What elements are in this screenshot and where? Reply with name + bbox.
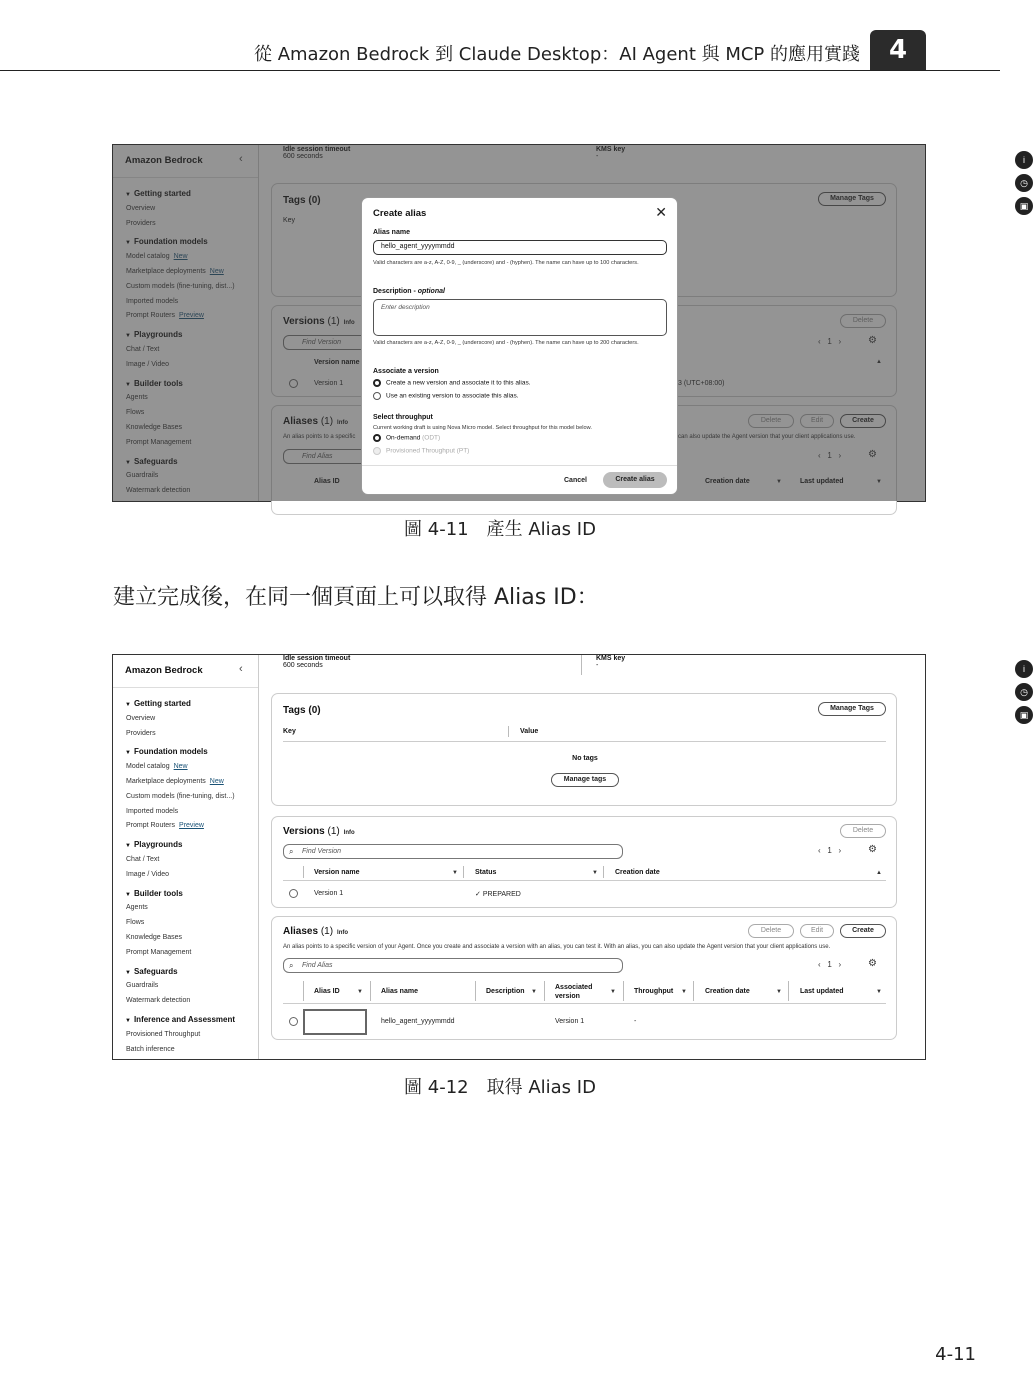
nav-item-overview[interactable]: Overview <box>126 714 156 722</box>
book-page-header <box>0 30 1000 72</box>
tags-col-key: Key <box>283 728 296 735</box>
new-badge: New <box>173 763 188 771</box>
check-circle-icon: ✓ <box>475 891 481 898</box>
body-paragraph: 建立完成後，在同一個頁面上可以取得 Alias ID： <box>113 585 599 610</box>
nav-item-chat-text[interactable]: Chat / Text <box>126 855 160 863</box>
associate-version-label: Associate a version <box>373 368 439 375</box>
description-hint: Valid characters are a-z, A-Z, 0-9, _ (underscore) and - (hyphen). The name can have up to 200 characters. <box>373 340 639 346</box>
aliases-col-id: Alias ID <box>314 988 340 995</box>
caret-down-icon: ▼ <box>125 750 131 757</box>
search-icon: ⌕ <box>289 847 294 856</box>
sort-icon[interactable]: ▼ <box>681 989 687 995</box>
nav-item-prompt-management[interactable]: Prompt Management <box>126 948 192 956</box>
nav-group-playgrounds[interactable]: ▼ Playgrounds <box>125 838 254 853</box>
sort-icon[interactable]: ▼ <box>876 989 882 995</box>
tags-col-value: Value <box>520 728 539 735</box>
caret-down-icon: ▼ <box>125 891 131 898</box>
caret-down-icon: ▼ <box>125 1017 131 1024</box>
nav-item-image-video[interactable]: Image / Video <box>126 870 170 878</box>
nav-item-custom-models[interactable]: Custom models (fine-tuning, dist...) <box>126 792 235 800</box>
chapter-tab: 4 <box>870 30 926 71</box>
versions-card <box>271 816 897 908</box>
idle-timeout: Idle session timeout 600 seconds <box>283 655 351 669</box>
sidebar-divider <box>113 687 258 688</box>
modal-footer-divider <box>362 465 677 466</box>
info-icon[interactable]: i <box>1015 660 1033 678</box>
versions-delete-button[interactable]: Delete <box>840 824 886 838</box>
alias-row-name: hello_agent_yyyymmdd <box>381 1018 455 1025</box>
main-content <box>259 655 1029 1059</box>
tags-card <box>271 693 897 806</box>
settings-gear-icon[interactable]: ⚙ <box>868 844 877 855</box>
manage-tags-empty-button[interactable]: Manage tags <box>551 773 619 787</box>
aliases-col-associated: Associated version <box>555 984 593 1000</box>
caret-down-icon: ▼ <box>125 843 131 850</box>
aliases-pager[interactable]: ‹ 1 › <box>818 960 842 969</box>
page-number: 4-11 <box>935 1344 976 1365</box>
nav-item-guardrails[interactable]: Guardrails <box>126 982 159 990</box>
figure-4-12-caption: 圖 4-12 取得 Alias ID <box>404 1077 596 1098</box>
on-demand-radio[interactable]: On-demand (ODT) <box>373 434 440 442</box>
aliases-delete-button[interactable]: Delete <box>748 924 794 938</box>
nav-item-prompt-routers[interactable]: Prompt Routers Preview <box>126 822 204 830</box>
close-icon[interactable]: ✕ <box>655 204 667 220</box>
provisioned-throughput-radio[interactable]: Provisioned Throughput (PT) <box>373 447 469 455</box>
alias-row-version: Version 1 <box>555 1018 585 1025</box>
sidebar <box>113 655 259 1059</box>
figure-4-11-caption: 圖 4-11 產生 Alias ID <box>404 519 596 540</box>
kms-key: KMS key - <box>596 655 626 669</box>
nav-group-safeguards[interactable]: ▼ Safeguards <box>125 965 254 980</box>
screenshot-create-alias <box>112 144 1029 502</box>
create-alias-modal <box>361 197 678 495</box>
alias-name-input[interactable]: hello_agent_yyyymmdd <box>373 240 667 255</box>
aliases-title: Aliases (1) Info <box>283 926 349 937</box>
nav-item-provisioned-throughput[interactable]: Provisioned Throughput <box>126 1030 201 1038</box>
description-label: Description - optional <box>373 288 445 295</box>
nav-item-marketplace[interactable]: Marketplace deployments New <box>126 777 224 785</box>
cancel-button[interactable]: Cancel <box>564 477 587 484</box>
alias-id-redacted-box <box>303 1009 367 1035</box>
nav-item-agents[interactable]: Agents <box>126 904 148 912</box>
settings-gear-icon[interactable]: ⚙ <box>868 958 877 969</box>
alias-name-hint: Valid characters are a-z, A-Z, 0-9, _ (underscore) and - (hyphen). The name can have up to 100 characters. <box>373 260 639 266</box>
versions-col-status: Status <box>475 869 497 876</box>
nav-group-inference[interactable]: ▼ Inference and Assessment <box>125 1013 254 1028</box>
description-textarea[interactable]: Enter description <box>373 299 667 336</box>
nav-item-batch-inference[interactable]: Batch inference <box>126 1045 175 1053</box>
alias-row-throughput: - <box>634 1018 637 1025</box>
sidebar-nav <box>125 697 254 1057</box>
alias-row-radio[interactable] <box>289 1017 298 1026</box>
aliases-description: An alias points to a specific version of your Agent. Once you create and associate a version with an alias, you can test it. With an alias, you can also update the Agent version that your client applications use. <box>283 944 831 950</box>
nav-group-builder-tools[interactable]: ▼ Builder tools <box>125 887 254 902</box>
nav-item-flows[interactable]: Flows <box>126 919 145 927</box>
manage-tags-button[interactable]: Manage Tags <box>818 702 886 716</box>
version-row-radio[interactable] <box>289 889 298 898</box>
sort-icon[interactable]: ▼ <box>610 989 616 995</box>
new-badge: New <box>209 777 224 785</box>
sort-icon[interactable]: ▼ <box>776 989 782 995</box>
aliases-col-throughput: Throughput <box>634 988 674 995</box>
aliases-col-updated: Last updated <box>800 988 844 995</box>
clock-icon[interactable]: ◷ <box>1015 174 1033 192</box>
book-title: 從 Amazon Bedrock 到 Claude Desktop：AI Agent 與 MCP 的應用實踐 <box>253 44 860 65</box>
nav-group-foundation-models[interactable]: ▼ Foundation models <box>125 745 254 760</box>
nav-item-knowledge-bases[interactable]: Knowledge Bases <box>126 933 183 941</box>
nav-item-watermark[interactable]: Watermark detection <box>126 997 191 1005</box>
versions-col-name: Version name <box>314 869 360 876</box>
sidebar-brand: Amazon Bedrock <box>125 665 203 676</box>
aliases-col-name: Alias name <box>381 988 418 995</box>
create-alias-button[interactable]: Create alias <box>603 472 667 488</box>
aliases-edit-button[interactable]: Edit <box>800 924 834 938</box>
versions-title: Versions (1) Info <box>283 826 355 837</box>
collapse-icon[interactable]: ‹ <box>239 663 243 675</box>
sort-icon[interactable]: ▼ <box>452 870 458 876</box>
modal-title: Create alias <box>373 208 427 219</box>
aliases-col-description: Description <box>486 988 525 995</box>
clock-icon[interactable]: ◷ <box>1015 683 1033 701</box>
assoc-existing-version-radio[interactable]: Use an existing version to associate this alias. <box>373 392 519 400</box>
tags-title: Tags (0) <box>283 705 321 716</box>
info-icon[interactable]: i <box>1015 151 1033 169</box>
panel-icon[interactable]: ▣ <box>1015 706 1033 724</box>
no-tags-text: No tags <box>572 755 598 762</box>
find-alias-input[interactable]: ⌕ Find Alias <box>283 958 623 973</box>
search-icon: ⌕ <box>289 961 294 970</box>
nav-item-imported-models[interactable]: Imported models <box>126 807 179 815</box>
aliases-card <box>271 916 897 1040</box>
throughput-hint: Current working draft is using Nova Micro model. Select throughput for this model below. <box>373 425 592 431</box>
assoc-new-version-radio[interactable]: Create a new version and associate it to this alias. <box>373 379 531 387</box>
versions-pager[interactable]: ‹ 1 › <box>818 846 842 855</box>
nav-group-getting-started[interactable]: ▼ Getting started <box>125 697 254 712</box>
version-row-status: ✓ PREPARED <box>475 891 521 898</box>
aliases-create-button[interactable]: Create <box>840 924 886 938</box>
nav-item-providers[interactable]: Providers <box>126 729 156 737</box>
preview-badge: Preview <box>179 822 204 830</box>
nav-item-model-catalog[interactable]: Model catalog New <box>126 763 188 771</box>
find-version-input[interactable]: ⌕ Find Version <box>283 844 623 859</box>
alias-name-label: Alias name <box>373 229 410 236</box>
sort-asc-icon[interactable]: ▲ <box>876 870 882 876</box>
version-row-name: Version 1 <box>314 890 344 897</box>
screenshot-alias-result <box>112 654 1029 1060</box>
caret-down-icon: ▼ <box>125 702 131 708</box>
versions-col-created: Creation date <box>615 869 660 876</box>
aliases-col-created: Creation date <box>705 988 750 995</box>
sort-icon[interactable]: ▼ <box>531 989 537 995</box>
sort-icon[interactable]: ▼ <box>592 870 598 876</box>
caret-down-icon: ▼ <box>125 969 131 976</box>
sort-icon[interactable]: ▼ <box>357 989 363 995</box>
panel-icon[interactable]: ▣ <box>1015 197 1033 215</box>
header-rule <box>0 70 1000 71</box>
throughput-label: Select throughput <box>373 414 433 421</box>
